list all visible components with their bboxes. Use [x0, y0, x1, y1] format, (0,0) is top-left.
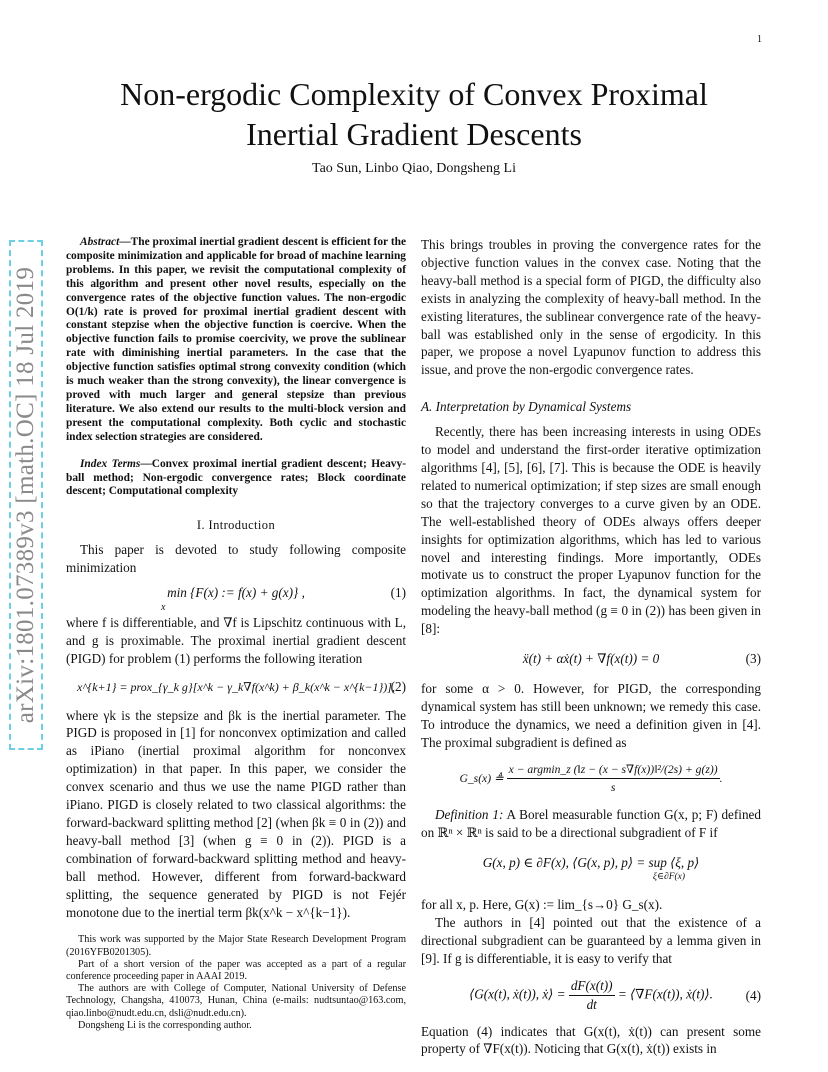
eq-4-denominator: dt	[586, 996, 597, 1012]
title-line-1: Non-ergodic Complexity of Convex Proximal	[120, 76, 708, 112]
author-list: Tao Sun, Linbo Qiao, Dongsheng Li	[312, 161, 516, 176]
right-paragraph-4: for all x, p. Here, G(x) := lim_{s→0} G_s(x).	[421, 897, 663, 913]
equation-4	[421, 977, 761, 1014]
eq-4-left: ⟨G(x(t), ẋ(t)), ẋ⟩ =	[469, 986, 566, 1002]
equation-2	[66, 678, 406, 697]
equation-2-number: (2)	[390, 678, 406, 694]
equation-1	[66, 584, 406, 614]
index-terms	[66, 458, 406, 500]
page-number: 1	[757, 34, 762, 45]
eq-4-fraction	[569, 977, 615, 1014]
equation-3	[421, 650, 761, 668]
eq-def-body: G(x, p) ∈ ∂F(x), ⟨G(x, p), p⟩ = sup ⟨ξ, p⟩	[482, 855, 700, 871]
abstract	[66, 236, 406, 445]
equation-1-number: (1)	[390, 585, 406, 601]
equation-1-subscript: x	[161, 602, 166, 614]
eq-4-right: = ⟨∇F(x(t)), ẋ(t)⟩.	[617, 986, 713, 1002]
subsection-a-heading: A. Interpretation by Dynamical Systems	[421, 399, 632, 415]
equation-1-body: min {F(x) := f(x) + g(x)} ,	[167, 585, 305, 601]
paper-title	[80, 74, 748, 154]
eq-gs-left: G_s(x) ≜	[459, 771, 504, 785]
footnote-conference: Part of a short version of the paper was accepted as a part of a regular conference proceeding paper in AAAI 2019.	[66, 958, 406, 983]
right-paragraph-1: This brings troubles in proving the convergence rates for the objective function values in the convex case. Noting that the heavy-ball method is a special form of PIGD, the difficulty also exists in analyzing the complexity of heavy-ball method. In the existing literatures, the sublinear convergence rate of the heavy-ball was established only in the sense of ergodicity. In this paper, we propose a novel Lyapunov function to address this issue, and prove the non-ergodic convergence rates.	[421, 237, 761, 378]
arxiv-stamp	[9, 240, 43, 750]
right-paragraph-2: Recently, there has been increasing interests in using ODEs to model and understand the first-order iterative optimization algorithms [4], [5], [6], [7]. This is because the ODE is heavily related to numerical optimization; if step sizes are small enough so that the trajectory converges to a curve given by an ODE. The well-established theory of ODEs always offers deeper insights for optimization algorithms, which has led to various novel and interesting findings. More importantly, ODEs motivate us to construct the proper Lyapunov function for the optimization algorithms. In fact, the dynamical system for modeling the heavy-ball method (g ≡ 0 in (2)) has been given in [8]:	[421, 424, 761, 637]
intro-paragraph-1: This paper is devoted to study following composite minimization	[66, 542, 406, 576]
footnote-affiliation: The authors are with College of Computer, National University of Defense Technology, Changsha, 410073, Hunan, China (e-mails: nudtsuntao@163.com, qiao.linbo@nudt.edu.cn, dsli@nudt.edu.cn).	[66, 983, 406, 1019]
eq-4-numerator: dF(x(t))	[569, 977, 615, 996]
footnote-funding: This work was supported by the Major State Research Development Program (2016YFB0201305).	[66, 934, 406, 958]
footnote-corresponding: Dongsheng Li is the corresponding author.	[78, 1019, 252, 1031]
index-terms-label: Index Terms	[80, 457, 141, 470]
eq-gs-numerator: x − argmin_z (‖z − (x − s∇f(x))‖²/(2s) + g(z))	[507, 761, 720, 780]
intro-paragraph-2: where f is differentiable, and ∇f is Lipschitz continuous with L, and g is proximable. The proximal inertial gradient descent (PIGD) for problem (1) performs the following iteration	[66, 614, 406, 666]
equation-2-body: x^{k+1} = prox_{γ_k g}[x^k − γ_k∇f(x^k) + β_k(x^k − x^{k−1})],	[77, 679, 395, 694]
right-column	[421, 236, 761, 1058]
right-paragraph-5: The authors in [4] pointed out that the existence of a directional subgradient can be guaranteed by a lemma given in [9]. If g is differentiable, it is easy to verify that	[421, 915, 761, 966]
left-column	[66, 236, 406, 1032]
footnotes	[66, 934, 406, 1032]
right-paragraph-3: for some α > 0. However, for PIGD, the corresponding dynamical system has still been unknown; we remedy this case. To introduce the dynamics, we need a definition given in [4]. The proximal subgradient is defined as	[421, 680, 761, 750]
eq-def-subscript: ξ∈∂F(x)	[652, 872, 686, 883]
definition-1-text: A Borel measurable function G(x, p; F) defined on ℝⁿ × ℝⁿ is said to be a directional subgradient of F if	[421, 807, 762, 841]
equation-4-number: (4)	[745, 987, 761, 1003]
abstract-label: Abstract	[80, 236, 120, 248]
section-introduction-heading: I. Introduction	[196, 518, 276, 533]
eq-gs-denominator: s	[610, 781, 616, 795]
equation-proximal-subgradient: G_s(x) ≜ $\frac{\text{x − argmin\_z (‖z − (x − s∇f(x))‖²/(2s) + g(z))}}{s}$ .	[421, 761, 761, 798]
right-paragraph-6: Equation (4) indicates that G(x(t), ẋ(t)) can present some property of ∇F(x(t)). Noticing that G(x(t), ẋ(t)) exists in	[421, 1023, 761, 1057]
arxiv-stamp-text: arXiv:1801.07389v3 [math.OC] 18 Jul 2019	[12, 266, 39, 724]
eq-gs-fraction	[507, 761, 720, 798]
definition-1-label: Definition 1:	[435, 807, 504, 823]
index-terms-text: —Convex proximal inertial gradient descent; Heavy-ball method; Non-ergodic convergence rates; Block coordinate descent; Computational complexity	[66, 457, 406, 498]
definition-1	[421, 806, 761, 842]
equation-3-body: ẍ(t) + αẋ(t) + ∇f(x(t)) = 0	[522, 651, 660, 667]
equation-directional-subgradient	[421, 854, 761, 882]
abstract-text: —The proximal inertial gradient descent is efficient for the composite minimization and applicable for broad of machine learning problems. In this paper, we revisit the computational complexity of this algorithm and present other novel results, especially on the convergence rates of the objective function values. The non-ergodic O(1/k) rate is proved for proximal inertial gradient descent with constant stepzise when the objective function is coercive. When the objective function fails to promise coercivity, we prove the sublinear rate with diminishing inertial parameters. In the case that the objective function satisfies optimal strong convexity condition (which is much weaker than the strong convexity), the linear convergence is proved with much larger and general stepsize than previous literature. We also extend our results to the multi-block version and present the computational complexity. Both cyclic and stochastic index selection strategies are considered.	[66, 236, 406, 443]
intro-paragraph-3: where γk is the stepsize and βk is the inertial parameter. The PIGD is proposed in [1] for nonconvex optimization and called as iPiano (inertial proximal algorithm for nonconvex optimization) in that paper. In this paper, we consider the convex scenario and thus we use the name PIGD rather than iPiano. PIGD is closely related to two classical algorithms: the forward-backward splitting method [2] (when βk ≡ 0 in (2)) and heavy-ball method [3] (when g ≡ 0 in (2)). PIGD is a combination of forward-backward splitting method and heavy-ball method. However, different from forward-backward splitting, the sequence generated by PIGD is not Fejér monotone due to the inertial term βk(x^k − x^{k−1}).	[66, 707, 406, 920]
title-line-2: Inertial Gradient Descents	[246, 116, 582, 152]
equation-3-number: (3)	[745, 651, 761, 667]
